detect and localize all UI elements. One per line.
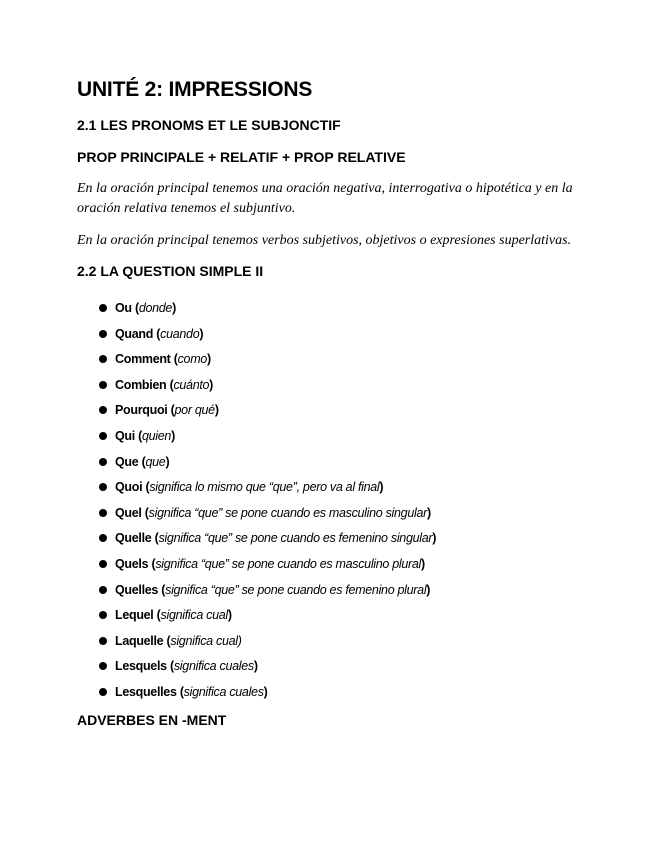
list-item: Quand (cuando) [99, 324, 595, 350]
bullet-icon [99, 586, 107, 594]
list-item: Que (que) [99, 452, 595, 478]
spanish-gloss: quien [142, 428, 172, 443]
spanish-gloss: significa cual) [170, 633, 242, 648]
spanish-gloss: significa “que” se pone cuando es femenino singular [158, 531, 433, 546]
question-word: Pourquoi [115, 403, 168, 418]
spanish-gloss: cuánto [173, 377, 210, 392]
spanish-gloss: por qué [174, 403, 215, 418]
question-word: Que [115, 454, 139, 469]
bullet-icon [99, 560, 107, 568]
question-word: Quelle [115, 531, 152, 546]
list-item: Quels (significa “que” se pone cuando es masculino plural) [99, 554, 595, 580]
spanish-gloss: significa “que” se pone cuando es masculino plural [155, 556, 422, 571]
list-item: Laquelle (significa cual) [99, 631, 595, 657]
bullet-icon [99, 432, 107, 440]
bullet-icon [99, 509, 107, 517]
spanish-gloss: significa lo mismo que “que”, pero va al final [149, 480, 380, 495]
bullet-icon [99, 330, 107, 338]
spanish-gloss: significa cual [160, 608, 228, 623]
question-word: Comment [115, 352, 171, 367]
question-word: Quelles [115, 582, 159, 597]
spanish-gloss: significa cuales [173, 659, 254, 674]
page-title: UNITÉ 2: IMPRESSIONS [77, 78, 313, 101]
list-item: Quelle (significa “que” se pone cuando es femenino singular) [99, 528, 595, 554]
spanish-gloss: significa “que” se pone cuando es masculino singular [148, 505, 427, 520]
spanish-gloss: cuando [160, 326, 200, 341]
bullet-icon [99, 381, 107, 389]
bullet-icon [99, 611, 107, 619]
list-item: Ou (donde) [99, 298, 595, 324]
bullet-icon [99, 483, 107, 491]
spanish-gloss: significa “que” se pone cuando es femenino plural [165, 582, 427, 597]
bullet-icon [99, 304, 107, 312]
question-word: Quel [115, 505, 142, 520]
list-item: Qui (quien) [99, 426, 595, 452]
list-item: Combien (cuánto) [99, 375, 595, 401]
question-word: Lequel [115, 608, 154, 623]
paragraph-subjetivos: En la oración principal tenemos verbos subjetivos, objetivos o expresiones superlativas. [77, 233, 572, 248]
section-heading-adverbes: ADVERBES EN -MENT [77, 711, 227, 728]
question-word: Lesquels [115, 659, 167, 674]
paragraph-negativa: En la oración principal tenemos una oración negativa, interrogativa o hipotética y en la oración relativa tenemos el subjuntivo. [77, 181, 573, 216]
bullet-icon [99, 458, 107, 466]
bullet-icon [99, 662, 107, 670]
list-item: Quel (significa “que” se pone cuando es masculino singular) [99, 503, 595, 529]
question-word: Qui [115, 428, 135, 443]
question-word: Quand [115, 326, 154, 341]
question-word: Lesquelles [115, 684, 177, 699]
list-item: Lesquelles (significa cuales) [99, 682, 595, 708]
list-item: Quoi (significa lo mismo que “que”, pero va al final) [99, 477, 595, 503]
question-word: Quels [115, 556, 149, 571]
list-item: Lequel (significa cual) [99, 605, 595, 631]
bullet-icon [99, 637, 107, 645]
spanish-gloss: que [145, 454, 166, 469]
list-item: Lesquels (significa cuales) [99, 656, 595, 682]
list-item: Quelles (significa “que” se pone cuando es femenino plural) [99, 580, 595, 606]
spanish-gloss: donde [138, 301, 173, 315]
bullet-icon [99, 688, 107, 696]
bullet-icon [99, 534, 107, 542]
spanish-gloss: como [177, 352, 207, 367]
question-word-list [77, 298, 595, 708]
question-word: Ou [115, 301, 132, 315]
spanish-gloss: significa cuales [183, 684, 264, 699]
question-word: Combien [115, 377, 167, 392]
list-item: Pourquoi (por qué) [99, 400, 595, 426]
question-word: Quoi [115, 480, 143, 495]
bullet-icon [99, 406, 107, 414]
section-heading-question-simple: 2.2 LA QUESTION SIMPLE II [77, 263, 264, 279]
bullet-icon [99, 355, 107, 363]
subheading-prop-principale: PROP PRINCIPALE + RELATIF + PROP RELATIVE [77, 149, 406, 165]
section-heading-pronoms: 2.1 LES PRONOMS ET LE SUBJONCTIF [77, 117, 341, 133]
list-item: Comment (como) [99, 349, 595, 375]
question-word: Laquelle [115, 633, 164, 648]
